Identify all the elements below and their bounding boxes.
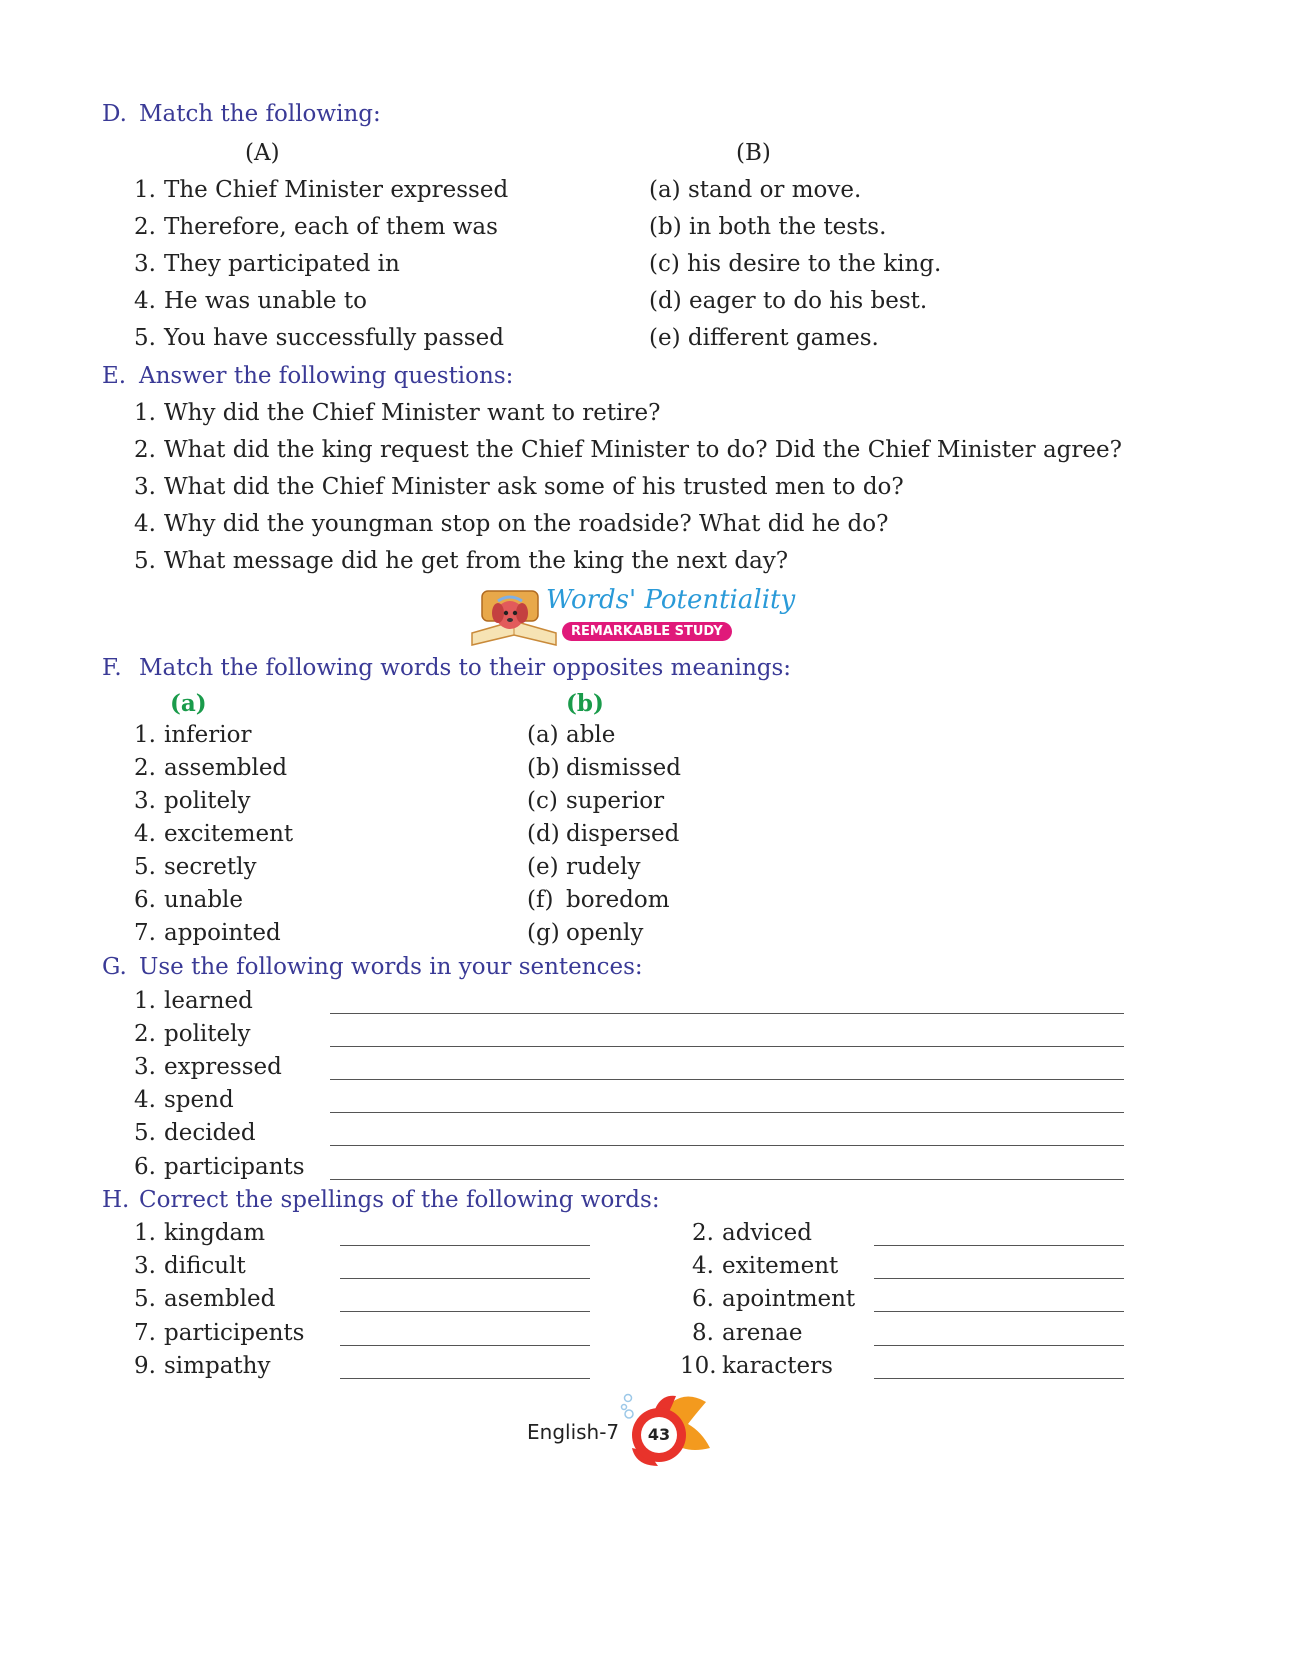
match-right-item: (b) in both the tests. bbox=[649, 214, 887, 240]
question-item: 3. What did the Chief Minister ask some of his trusted men to do? bbox=[134, 474, 904, 500]
opposite-right-item: (e) rudely bbox=[527, 854, 641, 880]
match-right-item: (d) eager to do his best. bbox=[649, 288, 928, 314]
misspelled-word-item: 3. dificult bbox=[134, 1253, 246, 1279]
question-item: 2. What did the king request the Chief Minister to do? Did the Chief Minister agree? bbox=[134, 437, 1122, 463]
opposite-left-item: 2. assembled bbox=[134, 755, 288, 781]
section-title: Answer the following questions: bbox=[139, 363, 514, 389]
section-letter: F. bbox=[102, 655, 122, 681]
column-a-header: (a) bbox=[170, 690, 207, 717]
section-g-heading bbox=[102, 954, 643, 980]
words-potentiality-banner bbox=[468, 585, 796, 655]
misspelled-word-item: 2. adviced bbox=[692, 1220, 813, 1246]
section-letter: H. bbox=[102, 1187, 130, 1213]
spelling-answer-line[interactable] bbox=[874, 1311, 1124, 1312]
sentence-answer-line[interactable] bbox=[330, 1079, 1124, 1080]
sentence-word-item: 3. expressed bbox=[134, 1054, 282, 1080]
sentence-answer-line[interactable] bbox=[330, 1112, 1124, 1113]
opposite-right-item: (b) dismissed bbox=[527, 755, 681, 781]
question-item: 5. What message did he get from the king the next day? bbox=[134, 548, 789, 574]
sentence-word-item: 6. participants bbox=[134, 1154, 305, 1180]
section-title: Use the following words in your sentences: bbox=[139, 954, 643, 980]
misspelled-word-item: 5. asembled bbox=[134, 1286, 276, 1312]
section-letter: E. bbox=[102, 363, 127, 389]
opposite-right-item: (d) dispersed bbox=[527, 821, 680, 847]
sentence-word-item: 2. politely bbox=[134, 1021, 251, 1047]
section-letter: G. bbox=[102, 954, 127, 980]
spelling-answer-line[interactable] bbox=[340, 1278, 590, 1279]
question-item: 1. Why did the Chief Minister want to retire? bbox=[134, 400, 661, 426]
opposite-left-item: 3. politely bbox=[134, 788, 251, 814]
match-left-item: 1. The Chief Minister expressed bbox=[134, 177, 509, 203]
section-e-heading bbox=[102, 363, 513, 389]
misspelled-word-item: 10. karacters bbox=[680, 1353, 833, 1379]
match-left-item: 2. Therefore, each of them was bbox=[134, 214, 498, 240]
misspelled-word-item: 4. exitement bbox=[692, 1253, 839, 1279]
spelling-answer-line[interactable] bbox=[340, 1345, 590, 1346]
spelling-answer-line[interactable] bbox=[874, 1345, 1124, 1346]
section-title: Match the following: bbox=[139, 101, 381, 127]
section-h-heading bbox=[102, 1187, 660, 1213]
section-f-heading bbox=[102, 655, 791, 681]
opposite-left-item: 7. appointed bbox=[134, 920, 281, 946]
sentence-answer-line[interactable] bbox=[330, 1145, 1124, 1146]
banner-title: Words' Potentiality bbox=[546, 585, 796, 615]
match-right-item: (a) stand or move. bbox=[649, 177, 862, 203]
opposite-right-item: (c) superior bbox=[527, 788, 665, 814]
misspelled-word-item: 9. simpathy bbox=[134, 1353, 271, 1379]
opposite-left-item: 5. secretly bbox=[134, 854, 257, 880]
match-left-item: 4. He was unable to bbox=[134, 288, 367, 314]
section-title: Correct the spellings of the following words: bbox=[139, 1187, 660, 1213]
misspelled-word-item: 7. participents bbox=[134, 1320, 305, 1346]
spelling-answer-line[interactable] bbox=[874, 1278, 1124, 1279]
column-b-header: (B) bbox=[736, 140, 771, 166]
column-b-header: (b) bbox=[566, 690, 604, 717]
spelling-answer-line[interactable] bbox=[874, 1245, 1124, 1246]
footer-book-title: English-7 bbox=[527, 1420, 620, 1444]
match-left-item: 5. You have successfully passed bbox=[134, 325, 504, 351]
misspelled-word-item: 1. kingdam bbox=[134, 1220, 266, 1246]
page-number: 43 bbox=[647, 1425, 671, 1444]
question-item: 4. Why did the youngman stop on the roadside? What did he do? bbox=[134, 511, 889, 537]
sentence-word-item: 5. decided bbox=[134, 1120, 256, 1146]
section-d-heading bbox=[102, 101, 381, 127]
column-a-header: (A) bbox=[245, 140, 280, 166]
match-left-item: 3. They participated in bbox=[134, 251, 400, 277]
opposite-right-item: (g) openly bbox=[527, 920, 644, 946]
sentence-word-item: 1. learned bbox=[134, 988, 253, 1014]
misspelled-word-item: 8. arenae bbox=[692, 1320, 803, 1346]
opposite-left-item: 4. excitement bbox=[134, 821, 294, 847]
sentence-word-item: 4. spend bbox=[134, 1087, 234, 1113]
sentence-answer-line[interactable] bbox=[330, 1046, 1124, 1047]
sentence-answer-line[interactable] bbox=[330, 1013, 1124, 1014]
section-letter: D. bbox=[102, 101, 127, 127]
match-right-item: (c) his desire to the king. bbox=[649, 251, 942, 277]
opposite-right-item: (f) boredom bbox=[527, 887, 670, 913]
misspelled-word-item: 6. apointment bbox=[692, 1286, 856, 1312]
spelling-answer-line[interactable] bbox=[340, 1378, 590, 1379]
match-right-item: (e) different games. bbox=[649, 325, 879, 351]
spelling-answer-line[interactable] bbox=[340, 1311, 590, 1312]
banner-subtitle-pill: REMARKABLE STUDY bbox=[562, 622, 732, 641]
opposite-left-item: 1. inferior bbox=[134, 722, 252, 748]
opposite-left-item: 6. unable bbox=[134, 887, 244, 913]
section-title: Match the following words to their opposites meanings: bbox=[139, 655, 792, 681]
footer-page-badge bbox=[602, 1392, 718, 1468]
spelling-answer-line[interactable] bbox=[874, 1378, 1124, 1379]
spelling-answer-line[interactable] bbox=[340, 1245, 590, 1246]
sentence-answer-line[interactable] bbox=[330, 1179, 1124, 1180]
opposite-right-item: (a) able bbox=[527, 722, 616, 748]
